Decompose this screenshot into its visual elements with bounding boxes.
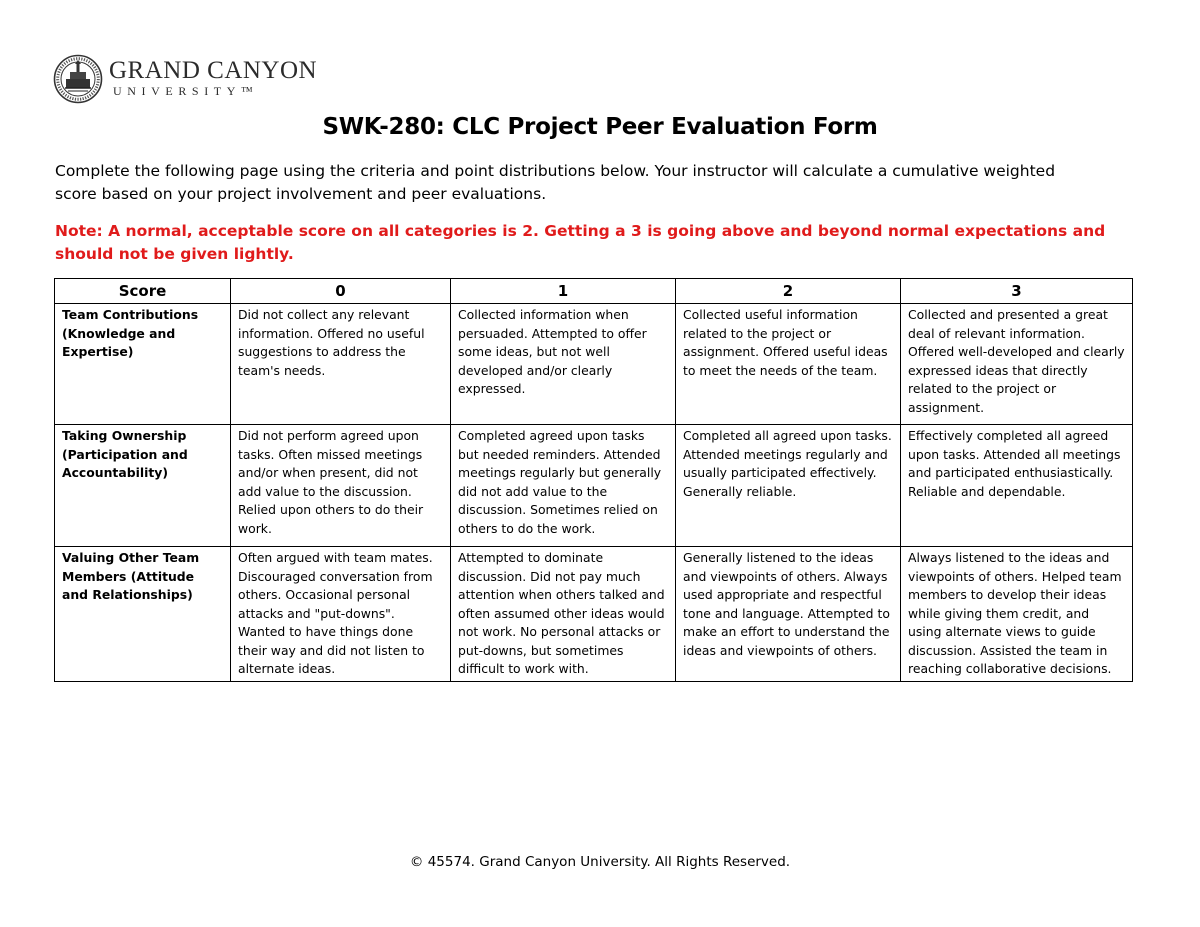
rubric-cell: Collected useful information related to the project or assignment. Offered useful ideas to meet the needs of the team. bbox=[676, 304, 901, 425]
note-paragraph: Note: A normal, acceptable score on all categories is 2. Getting a 3 is going above and beyond normal expectations and should not be given lightly. bbox=[55, 222, 1106, 263]
table-row bbox=[55, 304, 1133, 425]
rubric-cell: Collected and presented a great deal of relevant information. Offered well-developed and clearly expressed ideas that directly related to the project or assignment. bbox=[901, 304, 1133, 425]
table-header-row bbox=[55, 279, 1133, 304]
rubric-cell: Generally listened to the ideas and viewpoints of others. Always used appropriate and respectful tone and language. Attempted to make an effort to understand the ideas and viewpoints of others. bbox=[676, 547, 901, 682]
wordmark-name: GRAND CANYON bbox=[109, 57, 318, 84]
rubric-cell: Did not perform agreed upon tasks. Often missed meetings and/or when present, did not add value to the discussion. Relied upon others to do their work. bbox=[231, 425, 451, 547]
criterion-cell: Team Contributions (Knowledge and Expertise) bbox=[55, 304, 231, 425]
rubric-cell: Often argued with team mates. Discouraged conversation from others. Occasional personal attacks and "put-downs". Wanted to have things done their way and did not listen to alternate ideas. bbox=[231, 547, 451, 682]
copyright-footer: © 45574. Grand Canyon University. All Rights Reserved. bbox=[409, 854, 791, 870]
university-logo bbox=[53, 54, 317, 104]
table-row bbox=[55, 425, 1133, 547]
header-score-3: 3 bbox=[901, 279, 1133, 304]
header-score: Score bbox=[55, 279, 231, 304]
university-wordmark bbox=[109, 58, 317, 98]
page-title: SWK-280: CLC Project Peer Evaluation Form bbox=[322, 114, 878, 140]
rubric-cell: Collected information when persuaded. Attempted to offer some ideas, but not well developed and/or clearly expressed. bbox=[451, 304, 676, 425]
rubric-cell: Always listened to the ideas and viewpoints of others. Helped team members to develop their ideas while giving them credit, and using alternate views to guide discussion. Assisted the team in reaching collaborative decisions. bbox=[901, 547, 1133, 682]
header-score-2: 2 bbox=[676, 279, 901, 304]
table-row bbox=[55, 547, 1133, 682]
intro-paragraph: Complete the following page using the criteria and point distributions below. Your instructor will calculate a cumulative weighted score based on your project involvement and peer evaluations. bbox=[55, 162, 1056, 203]
criterion-cell: Taking Ownership (Participation and Accountability) bbox=[55, 425, 231, 547]
rubric-cell: Completed all agreed upon tasks. Attended meetings regularly and usually participated effectively. Generally reliable. bbox=[676, 425, 901, 547]
rubric-cell: Attempted to dominate discussion. Did not pay much attention when others talked and often assumed other ideas would not work. No personal attacks or put-downs, but sometimes difficult to work with. bbox=[451, 547, 676, 682]
rubric-cell: Effectively completed all agreed upon tasks. Attended all meetings and participated enthusiastically. Reliable and dependable. bbox=[901, 425, 1133, 547]
wordmark-subtitle: UNIVERSITY™ bbox=[113, 84, 259, 98]
header-score-0: 0 bbox=[231, 279, 451, 304]
evaluation-rubric-table bbox=[54, 278, 1133, 682]
rubric-cell: Did not collect any relevant information. Offered no useful suggestions to address the team's needs. bbox=[231, 304, 451, 425]
university-seal-icon bbox=[53, 54, 103, 104]
header-score-1: 1 bbox=[451, 279, 676, 304]
criterion-cell: Valuing Other Team Members (Attitude and Relationships) bbox=[55, 547, 231, 682]
rubric-cell: Completed agreed upon tasks but needed reminders. Attended meetings regularly but generally did not add value to the discussion. Sometimes relied on others to do the work. bbox=[451, 425, 676, 547]
